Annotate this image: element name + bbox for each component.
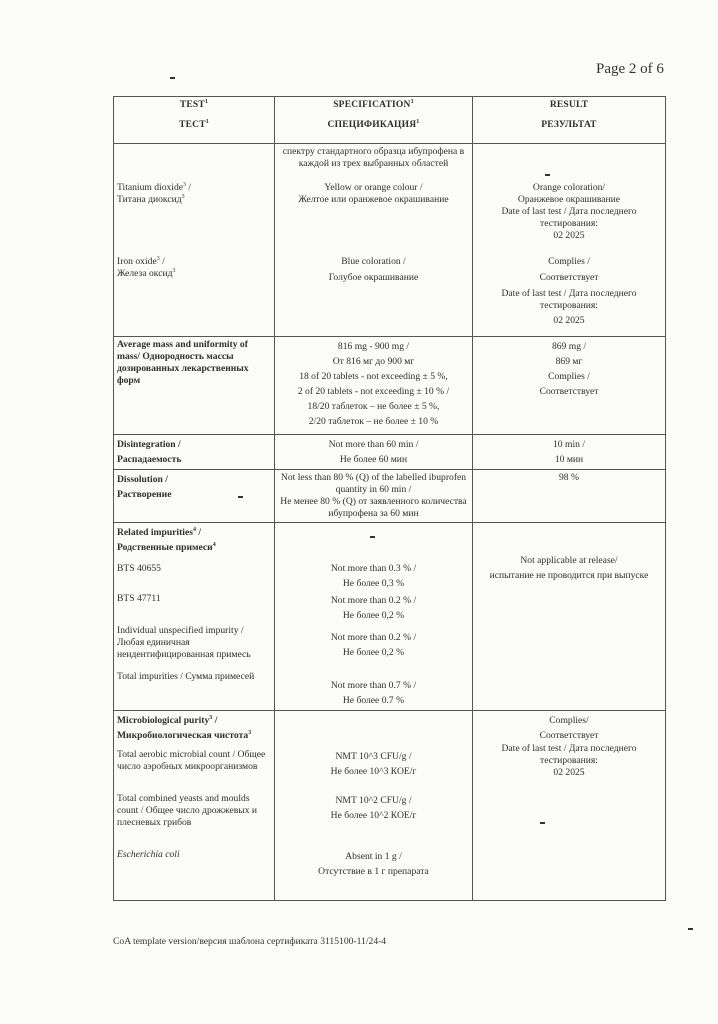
- scan-speck: [370, 536, 375, 538]
- mass-spec: 816 mg - 900 mg / От 816 мг до 900 мг 18 of 20 tablets - not exceeding ± 5 %, 2 of 20 tablets - not exceeding ± 10 % / 18/20 таблеток – не более ± 5 %, 2/20 таблеток – не более ± 10 %: [275, 337, 473, 435]
- disintegration-spec: Not more than 60 min / Не более 60 мин: [275, 435, 473, 470]
- micro-ecoli-spec: Absent in 1 g / Отсутствие в 1 г препарата: [318, 851, 429, 877]
- table-row: [114, 435, 666, 470]
- scan-speck: [238, 496, 243, 498]
- header-test: TEST$^1$ ТЕСТ$^1$: [114, 97, 275, 144]
- micro-tymc-spec: NMT 10^2 CFU/g / Не более 10^2 КОЕ/г: [330, 795, 417, 821]
- titanium-result: Orange coloration/ Оранжевое окрашивание Date of last test / Дата последнего тестирования: 02 2025: [501, 182, 637, 241]
- impurity-spec-bts40655: Not more than 0.3 % / Не более 0,3 %: [330, 563, 417, 589]
- impurity-spec-individual: Not more than 0.2 % / Не более 0,2 %: [330, 632, 417, 658]
- impurity-name-total: Total impurities / Сумма примесей: [117, 671, 255, 682]
- table-header: [114, 97, 666, 144]
- table-row: [114, 470, 666, 523]
- footer-template-version: CoA template version/версия шаблона сертификата 3115100-11/24-4: [113, 936, 387, 947]
- scan-speck: [170, 77, 175, 79]
- disintegration-test: Disintegration / Распадаемость: [114, 435, 275, 470]
- micro-tamc-name: Total aerobic microbial count / Общее число аэробных микроорганизмов: [117, 749, 266, 772]
- micro-result: Complies/ Соответствует Date of last test / Дата последнего тестирования: 02 2025: [473, 711, 666, 901]
- impurities-result: Not applicable at release/ испытание не проводится при выпуске: [489, 555, 649, 581]
- titanium-spec: Yellow or orange colour / Желтое или оранжевое окрашивание: [298, 182, 449, 205]
- impurity-name-individual: Individual unspecified impurity / Любая единичная неидентифицированная примесь: [117, 625, 251, 660]
- dissolution-test: Dissolution / Растворение: [114, 470, 275, 523]
- header-result: RESULT РЕЗУЛЬТАТ: [473, 97, 666, 144]
- iron-test: Iron oxide$^3$ / Железа оксид$^3$: [117, 255, 176, 279]
- impurity-name-bts47711: BTS 47711: [117, 593, 161, 604]
- table-row: [114, 337, 666, 435]
- impurity-spec-total: Not more than 0.7 % / Не более 0.7 %: [330, 680, 417, 706]
- table-row: [114, 144, 666, 337]
- continuation-spec: спектру стандартного образца ибупрофена в каждой из трех выбранных областей: [282, 146, 465, 169]
- micro-ecoli-name: Escherichia coli: [117, 849, 180, 860]
- scan-speck: [545, 174, 550, 176]
- micro-title: Microbiological purity$^3$ / Микробиологическая чистота$^3$: [117, 714, 252, 741]
- scan-speck: [688, 928, 693, 930]
- iron-spec: Blue coloration / Голубое окрашивание: [328, 256, 419, 283]
- results-table: [113, 96, 666, 901]
- dissolution-spec: Not less than 80 % (Q) of the labelled ibuprofen quantity in 60 min / Не менее 80 % (Q) от заявленного количества ибупрофена за 60 мин: [275, 470, 473, 523]
- impurity-spec-bts47711: Not more than 0.2 % / Не более 0,2 %: [330, 595, 417, 621]
- micro-tamc-spec: NMT 10^3 CFU/g / Не более 10^3 КОЕ/г: [330, 751, 417, 777]
- header-specification: SPECIFICATION$^1$ СПЕЦИФИКАЦИЯ$^1$: [275, 97, 473, 144]
- impurity-name-bts40655: BTS 40655: [117, 563, 161, 574]
- disintegration-result: 10 min / 10 мин: [473, 435, 666, 470]
- table-row: [114, 523, 666, 711]
- mass-result: 869 mg / 869 мг Complies / Соответствует: [473, 337, 666, 435]
- scan-speck: [540, 822, 545, 824]
- mass-test: Average mass and uniformity of mass/ Однородность массы дозированных лекарственных форм: [114, 337, 275, 435]
- micro-tymc-name: Total combined yeasts and moulds count / Общее число дрожжевых и плесневых грибов: [117, 793, 258, 828]
- iron-result: Complies / Соответствует Date of last test / Дата последнего тестирования: 02 2025: [501, 256, 637, 326]
- dissolution-result: 98 %: [473, 470, 666, 523]
- table-row: [114, 711, 666, 901]
- impurities-title: Related impurities$^4$ / Родственные примеси$^4$: [117, 526, 216, 553]
- titanium-test: Titanium dioxide$^3$ / Титана диоксид$^3$: [117, 181, 192, 205]
- page-number: Page 2 of 6: [596, 61, 664, 77]
